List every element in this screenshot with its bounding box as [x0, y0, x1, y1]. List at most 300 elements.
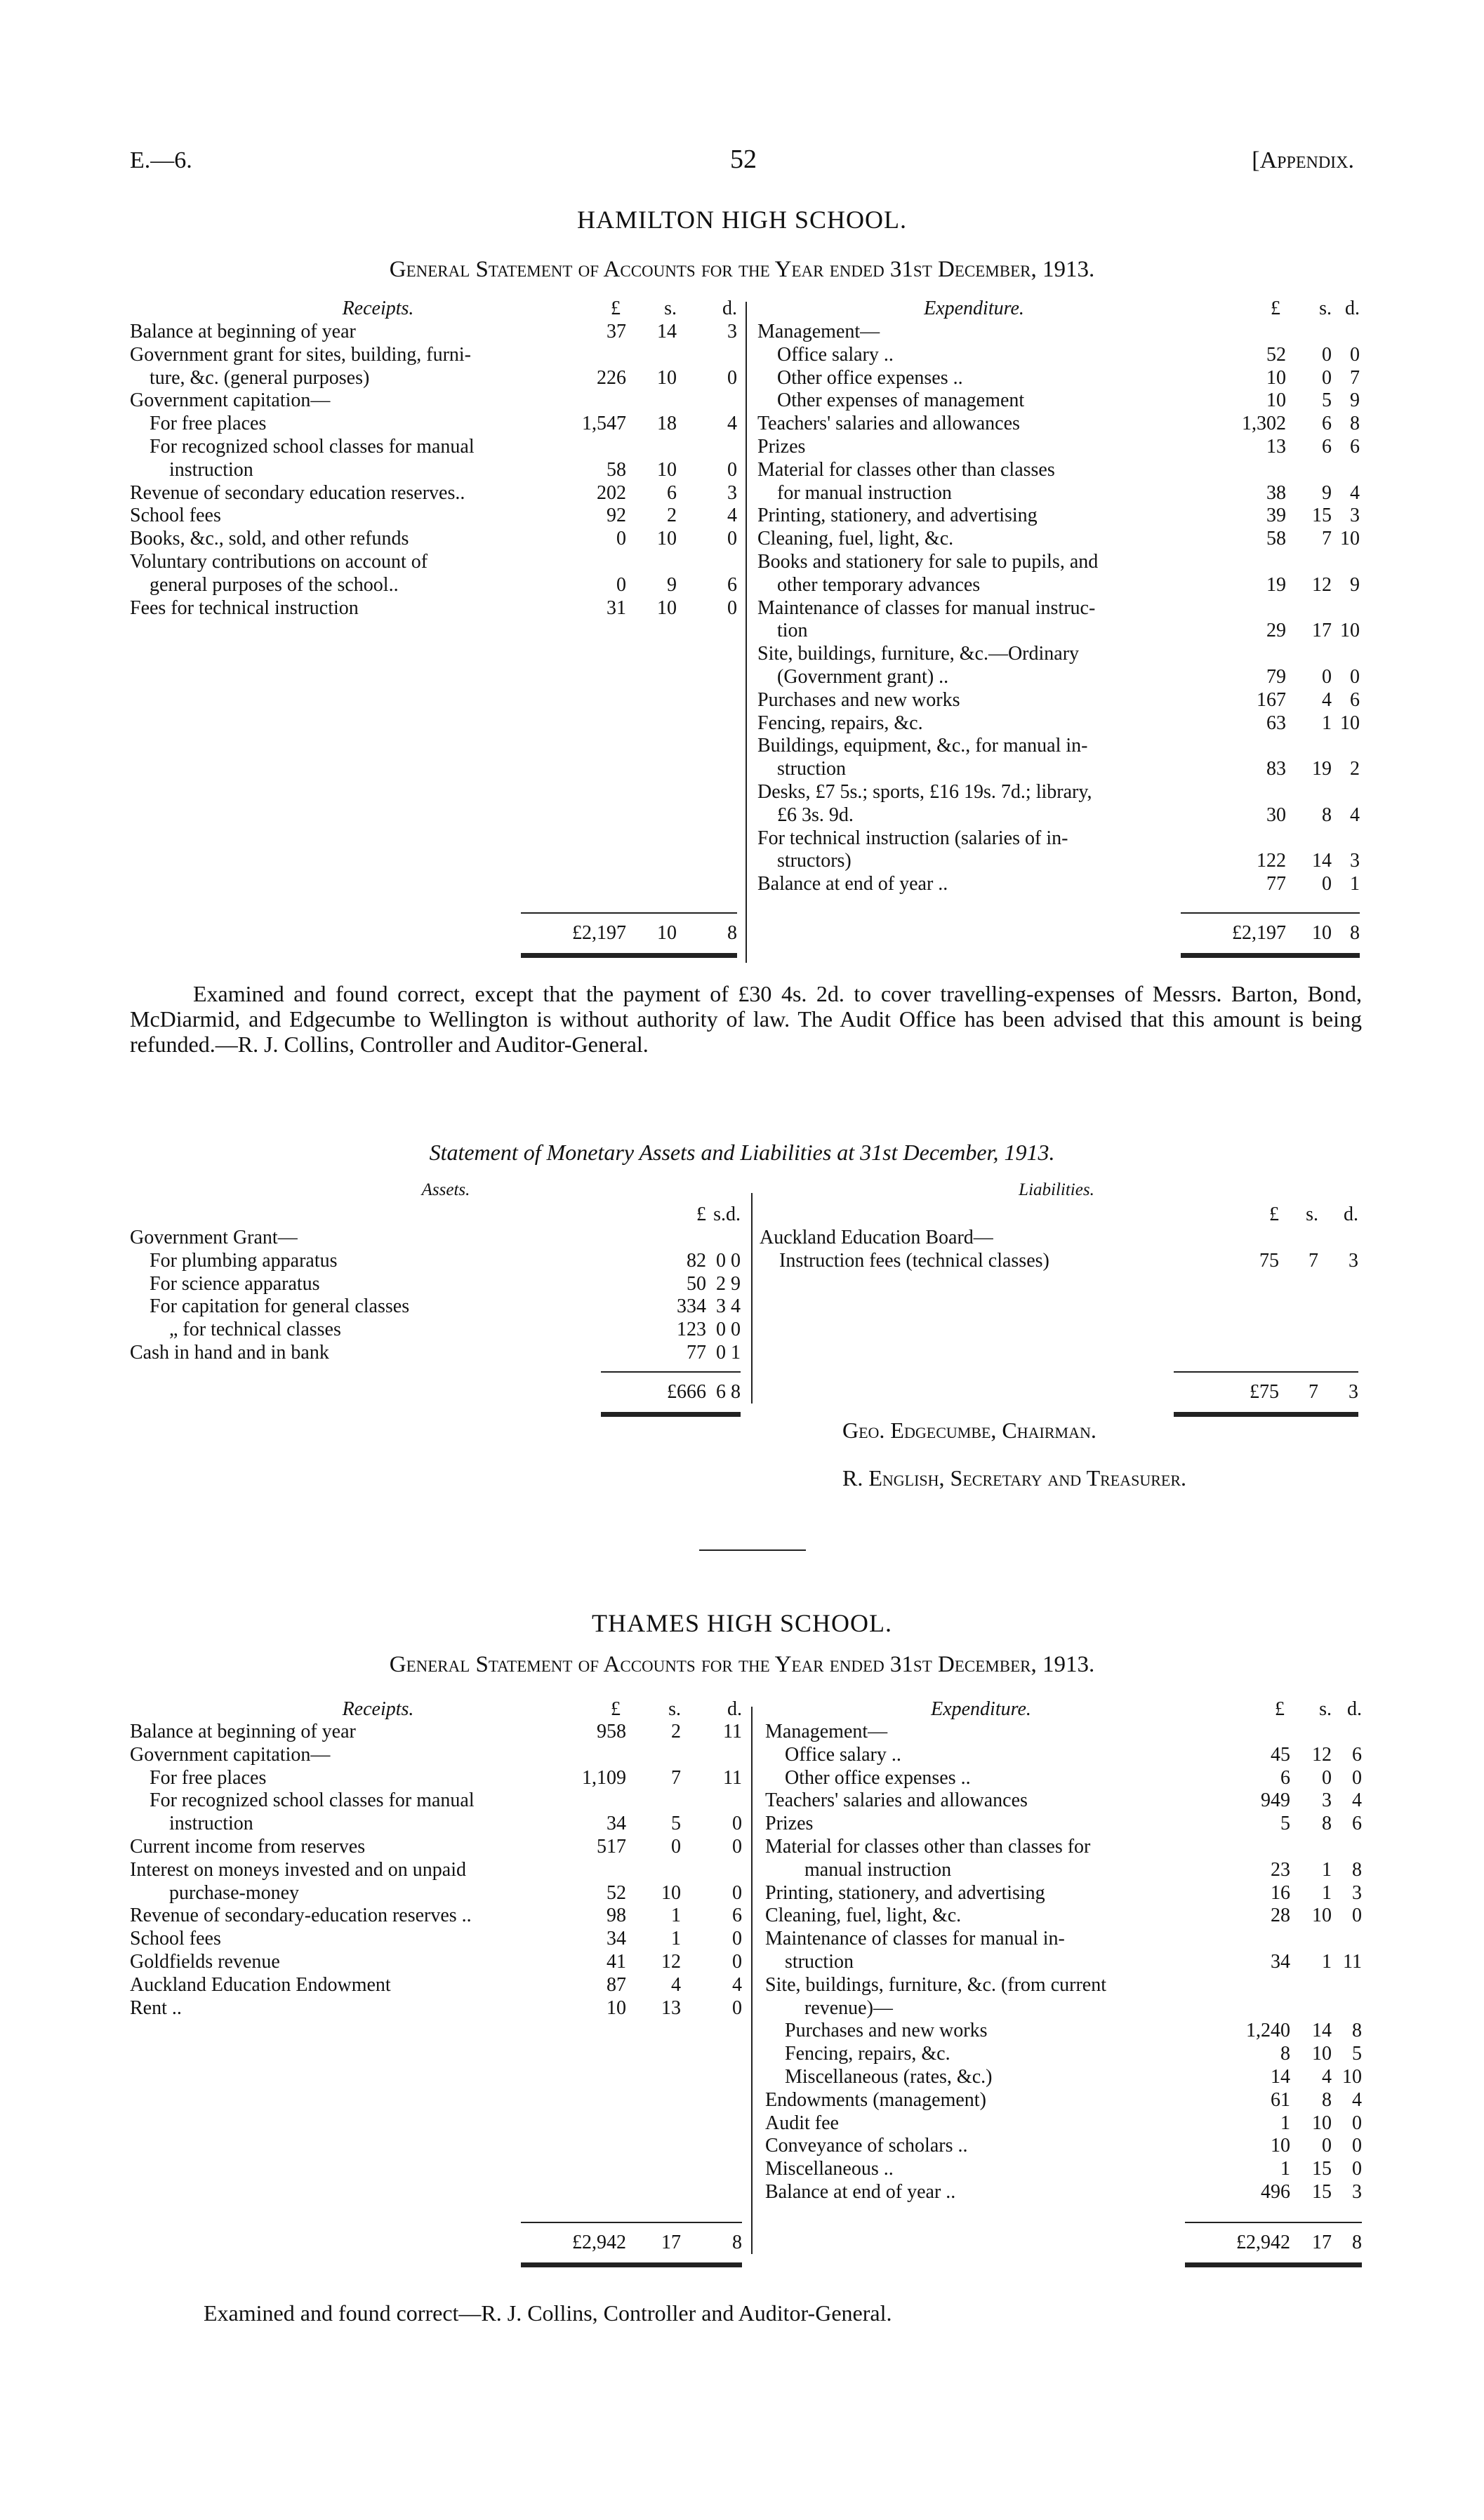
hamilton-receipts-total-pounds: £2,197	[572, 922, 626, 944]
thames-receipt-row-label: For free places	[150, 1766, 267, 1789]
liabilities-heading: Liabilities.	[1019, 1180, 1094, 1199]
hamilton-receipt-pence: 0	[727, 596, 737, 619]
hamilton-expenditure-row-label: Buildings, equipment, &c., for manual in-	[757, 735, 1088, 757]
thames-receipts-total-double-rule	[521, 2262, 742, 2267]
liabilities-total-shillings: 7	[1309, 1381, 1318, 1403]
thames-receipt-pounds: 98	[607, 1905, 626, 1927]
thames-expenditure-row-label: Maintenance of classes for manual in-	[765, 1928, 1065, 1950]
liability-pounds: 75	[1259, 1249, 1279, 1272]
thames-receipt-shillings: 4	[671, 1973, 681, 1996]
thames-receipt-pence: 6	[732, 1905, 742, 1927]
thames-expenditure-row-label: Office salary ..	[785, 1743, 901, 1766]
liabilities-total-double-rule	[1174, 1412, 1358, 1417]
thames-expenditure-shillings: 8	[1322, 1813, 1332, 1835]
thames-receipt-pence: 0	[732, 1836, 742, 1858]
hamilton-expenditure-pounds: 1,302	[1242, 413, 1286, 435]
thames-receipts-total-pence: 8	[732, 2232, 742, 2253]
hamilton-expenditure-pence: 8	[1350, 413, 1360, 435]
thames-expenditure-pence: 4	[1352, 2088, 1362, 2111]
hamilton-expenditure-total-rule	[1181, 912, 1360, 914]
thames-expenditure-row-label: Purchases and new works	[785, 2020, 988, 2042]
hamilton-expenditure-total-shillings: 10	[1312, 922, 1332, 944]
thames-receipt-row-label: purchase-money	[169, 1881, 300, 1904]
hamilton-expenditure-row-label: struction	[777, 758, 846, 780]
thames-expenditure-total-pence: 8	[1352, 2232, 1362, 2253]
hamilton-receipt-shillings: 10	[657, 596, 677, 619]
hamilton-expenditure-shillings: 0	[1322, 873, 1332, 895]
thames-receipt-row-label: Auckland Education Endowment	[130, 1973, 391, 1996]
asset-pence: 0	[731, 1319, 741, 1341]
thames-expenditure-pounds: 23	[1271, 1858, 1290, 1881]
hamilton-receipt-pence: 4	[727, 505, 737, 527]
hamilton-receipt-row-label: School fees	[130, 505, 221, 527]
thames-expenditure-pounds: 6	[1280, 1766, 1290, 1789]
assets-shilling-header: s.	[713, 1204, 726, 1225]
thames-expenditure-shillings: 0	[1322, 2135, 1332, 2157]
thames-expenditure-row-label: Miscellaneous ..	[765, 2158, 894, 2180]
hamilton-receipt-row-label: For free places	[150, 413, 267, 435]
thames-expenditure-pence: 0	[1352, 1905, 1362, 1927]
thames-expenditure-pence: 8	[1352, 1858, 1362, 1881]
hamilton-expenditure-shillings: 6	[1322, 413, 1332, 435]
signature-secretary: R. English, Secretary and Treasurer.	[842, 1465, 1187, 1491]
hamilton-receipts-total-double-rule	[521, 953, 737, 958]
hamilton-expenditure-row-label: Material for classes other than classes	[757, 458, 1055, 481]
hamilton-expenditure-pence: 1	[1350, 873, 1360, 895]
hamilton-receipt-shillings: 10	[657, 528, 677, 550]
hamilton-receipt-pence: 3	[727, 321, 737, 342]
hamilton-expenditure-heading: Expenditure.	[924, 298, 1024, 319]
thames-expenditure-shillings: 8	[1322, 2088, 1332, 2111]
hamilton-receipts-total-pence: 8	[727, 922, 737, 944]
hamilton-receipt-pence: 0	[727, 458, 737, 481]
thames-expenditure-pounds: 5	[1280, 1813, 1290, 1835]
thames-expenditure-shillings: 14	[1312, 2020, 1332, 2042]
hamilton-expenditure-pounds: 52	[1266, 343, 1286, 366]
thames-expenditure-shillings: 0	[1322, 1766, 1332, 1789]
thames-expenditure-row-label: Material for classes other than classes for	[765, 1836, 1091, 1858]
hamilton-receipt-row-label: Books, &c., sold, and other refunds	[130, 528, 409, 550]
thames-receipt-pounds: 52	[607, 1881, 626, 1904]
hamilton-expenditure-shillings: 9	[1322, 481, 1332, 504]
thames-receipts-pound-header: £	[611, 1698, 621, 1720]
asset-row-label: Cash in hand and in bank	[130, 1342, 329, 1364]
hamilton-expenditure-row-label: for manual instruction	[777, 481, 952, 504]
assets-heading: Assets.	[421, 1180, 470, 1199]
hamilton-expenditure-pounds: 38	[1266, 481, 1286, 504]
hamilton-receipts-heading: Receipts.	[342, 298, 414, 319]
hamilton-expenditure-shillings: 0	[1322, 343, 1332, 366]
thames-expenditure-pence: 6	[1352, 1743, 1362, 1766]
hamilton-expenditure-shillings: 0	[1322, 366, 1332, 389]
thames-expenditure-row-label: struction	[785, 1951, 854, 1973]
hamilton-receipt-shillings: 10	[657, 366, 677, 389]
thames-receipt-pounds: 10	[607, 1996, 626, 2019]
thames-expenditure-pence: 10	[1342, 2066, 1362, 2088]
hamilton-receipts-pence-header: d.	[722, 298, 737, 319]
thames-expenditure-total-pounds: £2,942	[1236, 2232, 1290, 2253]
hamilton-expenditure-row-label: Cleaning, fuel, light, &c.	[757, 528, 954, 550]
thames-expenditure-pence: 5	[1352, 2043, 1362, 2065]
thames-expenditure-shillings: 3	[1322, 1789, 1332, 1812]
hamilton-receipt-shillings: 6	[667, 481, 677, 504]
thames-receipt-row-label: School fees	[130, 1928, 221, 1950]
hamilton-receipt-pence: 0	[727, 366, 737, 389]
asset-shillings: 0	[716, 1342, 726, 1364]
thames-expenditure-pence: 0	[1352, 2112, 1362, 2134]
assets-statement-title: Statement of Monetary Assets and Liabilities at 31st December, 1913.	[429, 1140, 1055, 1165]
hamilton-expenditure-pence: 10	[1340, 528, 1360, 550]
hamilton-receipt-row-label: general purposes of the school..	[150, 573, 399, 596]
thames-expenditure-total-double-rule	[1185, 2262, 1362, 2267]
hamilton-expenditure-row-label: Printing, stationery, and advertising	[757, 505, 1038, 527]
thames-expenditure-shillings: 1	[1322, 1951, 1332, 1973]
thames-expenditure-pence: 0	[1352, 2158, 1362, 2180]
thames-expenditure-shillings: 10	[1312, 2112, 1332, 2134]
hamilton-receipt-pounds: 58	[607, 458, 626, 481]
asset-row-label: „ for technical classes	[169, 1319, 341, 1341]
asset-pounds: 123	[677, 1319, 706, 1341]
hamilton-receipt-row-label: Fees for technical instruction	[130, 596, 359, 619]
hamilton-expenditure-row-label: Management—	[757, 321, 880, 342]
asset-pounds: 50	[687, 1272, 706, 1295]
hamilton-expenditure-row-label: Prizes	[757, 436, 806, 458]
thames-receipt-row-label: Rent ..	[130, 1996, 182, 2019]
hamilton-expenditure-pounds: 63	[1266, 712, 1286, 734]
hamilton-receipt-pence: 4	[727, 413, 737, 435]
thames-receipt-row-label: For recognized school classes for manual	[150, 1789, 475, 1812]
hamilton-expenditure-row-label: Other expenses of management	[777, 389, 1025, 412]
asset-pence: 4	[731, 1295, 741, 1318]
asset-pounds: 77	[687, 1342, 706, 1364]
hamilton-expenditure-row-label: tion	[777, 620, 808, 642]
thames-receipt-pence: 11	[723, 1766, 742, 1789]
thames-expenditure-shillings: 4	[1322, 2066, 1332, 2088]
hamilton-expenditure-pounds: 19	[1266, 573, 1286, 596]
hamilton-receipt-shillings: 10	[657, 458, 677, 481]
thames-expenditure-pence: 4	[1352, 1789, 1362, 1812]
hamilton-expenditure-pence: 4	[1350, 481, 1360, 504]
hamilton-receipt-pence: 3	[727, 481, 737, 504]
thames-receipt-shillings: 1	[671, 1928, 681, 1950]
hamilton-expenditure-pence: 4	[1350, 804, 1360, 826]
hamilton-expenditure-row-label: Desks, £7 5s.; sports, £16 19s. 7d.; library,	[757, 781, 1092, 803]
thames-column-divider	[751, 1707, 753, 2254]
thames-expenditure-row-label: Balance at end of year ..	[765, 2181, 956, 2203]
hamilton-expenditure-shillings: 6	[1322, 436, 1332, 458]
hamilton-audit-note: Examined and found correct, except that the payment of £30 4s. 2d. to cover travelling-expenses of Messrs. Barton, Bond, McDiarmid, and Edgecumbe to Wellington is without authority of law. The Audit Office has been advised that this amount is being refunded.—R. J. Collins, Controller and Auditor-General.	[130, 981, 1362, 1057]
thames-receipt-pence: 4	[732, 1973, 742, 1996]
assets-column-divider	[751, 1193, 753, 1404]
thames-expenditure-pounds: 34	[1271, 1951, 1290, 1973]
hamilton-expenditure-pence: 10	[1340, 712, 1360, 734]
hamilton-title: HAMILTON HIGH SCHOOL.	[576, 206, 907, 234]
thames-receipt-pence: 0	[732, 1813, 742, 1835]
asset-pence: 1	[731, 1342, 741, 1364]
thames-receipt-pence: 0	[732, 1928, 742, 1950]
assets-total-pence: 8	[731, 1381, 741, 1403]
hamilton-expenditure-pounds: 39	[1266, 505, 1286, 527]
thames-expenditure-row-label: Teachers' salaries and allowances	[765, 1789, 1028, 1812]
thames-expenditure-row-label: Management—	[765, 1721, 888, 1742]
hamilton-receipt-pounds: 0	[616, 528, 626, 550]
hamilton-receipt-row-label: Government grant for sites, building, furni-	[130, 343, 472, 366]
hamilton-expenditure-pounds: 79	[1266, 666, 1286, 688]
thames-expenditure-shillings: 1	[1322, 1858, 1332, 1881]
assets-pence-header: d.	[726, 1204, 741, 1225]
thames-expenditure-pounds: 1	[1280, 2112, 1290, 2134]
hamilton-expenditure-row-label: Purchases and new works	[757, 688, 960, 711]
hamilton-expenditure-pence: 2	[1350, 758, 1360, 780]
hamilton-expenditure-row-label: Balance at end of year ..	[757, 873, 948, 895]
hamilton-expenditure-row-label: Fencing, repairs, &c.	[757, 712, 923, 734]
thames-expenditure-pence: 0	[1352, 2135, 1362, 2157]
hamilton-expenditure-shillings: 12	[1312, 573, 1332, 596]
hamilton-expenditure-pence: 6	[1350, 688, 1360, 711]
thames-receipt-pounds: 34	[607, 1928, 626, 1950]
hamilton-receipt-row-label: Revenue of secondary education reserves..	[130, 481, 465, 504]
hamilton-subtitle: General Statement of Accounts for the Year ended 31st December, 1913.	[389, 257, 1095, 282]
hamilton-receipt-row-label: instruction	[169, 458, 253, 481]
thames-receipt-pounds: 87	[607, 1973, 626, 1996]
hamilton-expenditure-row-label: Office salary ..	[777, 343, 894, 366]
hamilton-receipts-shilling-header: s.	[664, 298, 677, 319]
appendix-label: [Appendix.	[1252, 147, 1354, 173]
hamilton-expenditure-pounds: 29	[1266, 620, 1286, 642]
liabilities-total-pence: 3	[1349, 1381, 1358, 1403]
thames-expenditure-row-label: Audit fee	[765, 2112, 839, 2134]
thames-receipts-shilling-header: s.	[668, 1698, 681, 1720]
thames-expenditure-shillings: 12	[1312, 1743, 1332, 1766]
hamilton-expenditure-shillings: 8	[1322, 804, 1332, 826]
thames-receipt-shillings: 2	[671, 1721, 681, 1742]
thames-expenditure-pound-header: £	[1275, 1698, 1285, 1720]
assets-total-double-rule	[601, 1412, 741, 1417]
thames-expenditure-pounds: 28	[1271, 1905, 1290, 1927]
thames-receipt-shillings: 0	[671, 1836, 681, 1858]
thames-expenditure-shillings: 1	[1322, 1881, 1332, 1904]
hamilton-expenditure-row-label: other temporary advances	[777, 573, 981, 596]
hamilton-expenditure-pence: 0	[1350, 666, 1360, 688]
thames-receipt-pounds: 517	[597, 1836, 626, 1858]
asset-shillings: 3	[716, 1295, 726, 1318]
hamilton-expenditure-pounds: 83	[1266, 758, 1286, 780]
hamilton-expenditure-row-label: Books and stationery for sale to pupils, and	[757, 551, 1099, 573]
hamilton-expenditure-pence: 3	[1350, 850, 1360, 872]
thames-expenditure-heading: Expenditure.	[931, 1698, 1031, 1720]
hamilton-expenditure-shillings: 17	[1312, 620, 1332, 642]
thames-expenditure-row-label: Printing, stationery, and advertising	[765, 1881, 1045, 1904]
thames-expenditure-pounds: 14	[1271, 2066, 1290, 2088]
hamilton-expenditure-row-label: structors)	[777, 850, 852, 872]
thames-receipt-row-label: Balance at beginning of year	[130, 1721, 356, 1742]
thames-expenditure-pence-header: d.	[1347, 1698, 1362, 1720]
thames-receipt-row-label: Interest on moneys invested and on unpaid	[130, 1858, 467, 1881]
asset-pence: 9	[731, 1272, 741, 1295]
thames-expenditure-shilling-header: s.	[1319, 1698, 1332, 1720]
thames-receipt-pounds: 1,109	[582, 1766, 626, 1789]
thames-receipt-shillings: 12	[661, 1951, 681, 1973]
asset-pounds: 334	[677, 1295, 706, 1318]
liability-row-label: Instruction fees (technical classes)	[779, 1249, 1049, 1272]
thames-expenditure-pounds: 8	[1280, 2043, 1290, 2065]
hamilton-expenditure-pence: 0	[1350, 343, 1360, 366]
hamilton-expenditure-row-label: (Government grant) ..	[777, 666, 949, 688]
hamilton-receipt-shillings: 14	[657, 321, 677, 342]
asset-row-label: Government Grant—	[130, 1227, 298, 1248]
thames-receipt-pence: 0	[732, 1951, 742, 1973]
hamilton-receipt-pounds: 31	[607, 596, 626, 619]
hamilton-expenditure-pounds: 10	[1266, 389, 1286, 412]
hamilton-receipt-row-label: Balance at beginning of year	[130, 321, 356, 342]
hamilton-expenditure-pounds: 58	[1266, 528, 1286, 550]
thames-expenditure-pence: 8	[1352, 2020, 1362, 2042]
hamilton-expenditure-pence: 3	[1350, 505, 1360, 527]
thames-receipt-pence: 0	[732, 1996, 742, 2019]
thames-expenditure-row-label: Fencing, repairs, &c.	[785, 2043, 950, 2065]
thames-expenditure-total-rule	[1185, 2222, 1362, 2223]
thames-expenditure-row-label: Endowments (management)	[765, 2088, 986, 2111]
thames-receipts-heading: Receipts.	[342, 1698, 414, 1720]
hamilton-receipt-shillings: 9	[667, 573, 677, 596]
hamilton-receipts-pound-header: £	[611, 298, 621, 319]
assets-total-shillings: 6	[716, 1381, 726, 1403]
hamilton-expenditure-pence: 6	[1350, 436, 1360, 458]
thames-expenditure-pence: 11	[1343, 1951, 1362, 1973]
assets-pound-header: £	[696, 1204, 706, 1225]
asset-shillings: 0	[716, 1249, 726, 1272]
hamilton-receipt-pounds: 1,547	[582, 413, 626, 435]
asset-pounds: 82	[687, 1249, 706, 1272]
hamilton-receipt-pence: 6	[727, 573, 737, 596]
thames-expenditure-row-label: Miscellaneous (rates, &c.)	[785, 2066, 993, 2088]
hamilton-receipt-row-label: For recognized school classes for manual	[150, 436, 475, 458]
thames-expenditure-shillings: 15	[1312, 2158, 1332, 2180]
hamilton-expenditure-shillings: 1	[1322, 712, 1332, 734]
assets-total-rule	[601, 1371, 741, 1373]
thames-receipts-total-pounds: £2,942	[572, 2232, 626, 2253]
hamilton-receipt-pounds: 37	[607, 321, 626, 342]
thames-expenditure-row-label: revenue)—	[804, 1996, 893, 2019]
thames-receipt-shillings: 5	[671, 1813, 681, 1835]
thames-receipt-pounds: 958	[597, 1721, 626, 1742]
hamilton-receipt-shillings: 18	[657, 413, 677, 435]
thames-receipt-row-label: Revenue of secondary-education reserves ..	[130, 1905, 472, 1927]
thames-expenditure-shillings: 10	[1312, 2043, 1332, 2065]
section-divider	[699, 1549, 806, 1551]
hamilton-expenditure-shillings: 19	[1312, 758, 1332, 780]
hamilton-expenditure-total-double-rule	[1181, 953, 1360, 958]
thames-expenditure-row-label: Prizes	[765, 1813, 814, 1835]
hamilton-expenditure-shillings: 4	[1322, 688, 1332, 711]
asset-pence: 0	[731, 1249, 741, 1272]
thames-expenditure-pounds: 496	[1261, 2181, 1290, 2203]
thames-receipt-shillings: 10	[661, 1881, 681, 1904]
hamilton-expenditure-row-label: Other office expenses ..	[777, 366, 963, 389]
liabilities-total-rule	[1174, 1371, 1358, 1373]
hamilton-expenditure-pounds: 77	[1266, 873, 1286, 895]
thames-receipt-pounds: 34	[607, 1813, 626, 1835]
thames-receipts-pence-header: d.	[727, 1698, 742, 1720]
liabilities-total-pounds: £75	[1250, 1381, 1279, 1403]
hamilton-expenditure-shilling-header: s.	[1319, 298, 1332, 319]
hamilton-receipt-shillings: 2	[667, 505, 677, 527]
thames-receipt-shillings: 7	[671, 1766, 681, 1789]
thames-expenditure-pounds: 16	[1271, 1881, 1290, 1904]
thames-subtitle: General Statement of Accounts for the Year ended 31st December, 1913.	[389, 1652, 1095, 1677]
hamilton-expenditure-row-label: Teachers' salaries and allowances	[757, 413, 1020, 435]
thames-receipt-pence: 0	[732, 1881, 742, 1904]
thames-expenditure-shillings: 15	[1312, 2181, 1332, 2203]
thames-expenditure-pence: 0	[1352, 1766, 1362, 1789]
thames-receipt-shillings: 1	[671, 1905, 681, 1927]
thames-expenditure-row-label: Other office expenses ..	[785, 1766, 971, 1789]
liabilities-pence-header: d.	[1344, 1204, 1358, 1225]
hamilton-expenditure-shillings: 7	[1322, 528, 1332, 550]
hamilton-expenditure-pence-header: d.	[1345, 298, 1360, 319]
thames-expenditure-pounds: 1	[1280, 2158, 1290, 2180]
liability-shillings: 7	[1309, 1249, 1318, 1272]
thames-expenditure-row-label: Conveyance of scholars ..	[765, 2135, 968, 2157]
hamilton-expenditure-pounds: 30	[1266, 804, 1286, 826]
liability-row-label: Auckland Education Board—	[760, 1227, 993, 1248]
signature-chairman: Geo. Edgecumbe, Chairman.	[842, 1418, 1097, 1443]
asset-shillings: 0	[716, 1319, 726, 1341]
hamilton-receipts-total-shillings: 10	[657, 922, 677, 944]
asset-shillings: 2	[716, 1272, 726, 1295]
thames-expenditure-pounds: 61	[1271, 2088, 1290, 2111]
hamilton-expenditure-pence: 10	[1340, 620, 1360, 642]
hamilton-expenditure-row-label: Site, buildings, furniture, &c.—Ordinary	[757, 643, 1080, 665]
hamilton-expenditure-row-label: £6 3s. 9d.	[777, 804, 854, 826]
hamilton-receipt-pence: 0	[727, 528, 737, 550]
hamilton-column-divider	[746, 302, 747, 963]
thames-expenditure-row-label: Cleaning, fuel, light, &c.	[765, 1905, 962, 1927]
thames-expenditure-shillings: 10	[1312, 1905, 1332, 1927]
thames-audit-note: Examined and found correct—R. J. Collins, Controller and Auditor-General.	[204, 2300, 892, 2326]
asset-row-label: For capitation for general classes	[150, 1295, 410, 1318]
thames-receipt-row-label: Goldfields revenue	[130, 1951, 280, 1973]
hamilton-expenditure-pounds: 122	[1257, 850, 1286, 872]
hamilton-receipt-pounds: 92	[607, 505, 626, 527]
hamilton-expenditure-shillings: 15	[1312, 505, 1332, 527]
report-code: E.—6.	[130, 147, 192, 173]
thames-expenditure-pounds: 1,240	[1246, 2020, 1290, 2042]
thames-expenditure-pence: 3	[1352, 2181, 1362, 2203]
hamilton-receipts-total-rule	[521, 912, 737, 914]
hamilton-receipt-pounds: 226	[597, 366, 626, 389]
thames-expenditure-row-label: manual instruction	[804, 1858, 952, 1881]
hamilton-receipt-row-label: ture, &c. (general purposes)	[150, 366, 370, 389]
hamilton-receipt-row-label: Voluntary contributions on account of	[130, 551, 428, 573]
liability-pence: 3	[1349, 1249, 1358, 1272]
thames-receipt-shillings: 13	[661, 1996, 681, 2019]
hamilton-expenditure-pence: 9	[1350, 573, 1360, 596]
thames-expenditure-row-label: Site, buildings, furniture, &c. (from current	[765, 1973, 1106, 1996]
thames-receipt-pence: 11	[723, 1721, 742, 1742]
thames-expenditure-pence: 6	[1352, 1813, 1362, 1835]
liabilities-pound-header: £	[1269, 1204, 1279, 1225]
assets-total-pounds: £666	[667, 1381, 706, 1403]
thames-expenditure-pounds: 45	[1271, 1743, 1290, 1766]
thames-expenditure-total-shillings: 17	[1312, 2232, 1332, 2253]
hamilton-expenditure-pounds: 13	[1266, 436, 1286, 458]
thames-receipt-row-label: Current income from reserves	[130, 1836, 366, 1858]
asset-row-label: For plumbing apparatus	[150, 1249, 338, 1272]
thames-receipts-total-shillings: 17	[661, 2232, 681, 2253]
hamilton-expenditure-total-pounds: £2,197	[1232, 922, 1286, 944]
liabilities-shilling-header: s.	[1306, 1204, 1318, 1225]
